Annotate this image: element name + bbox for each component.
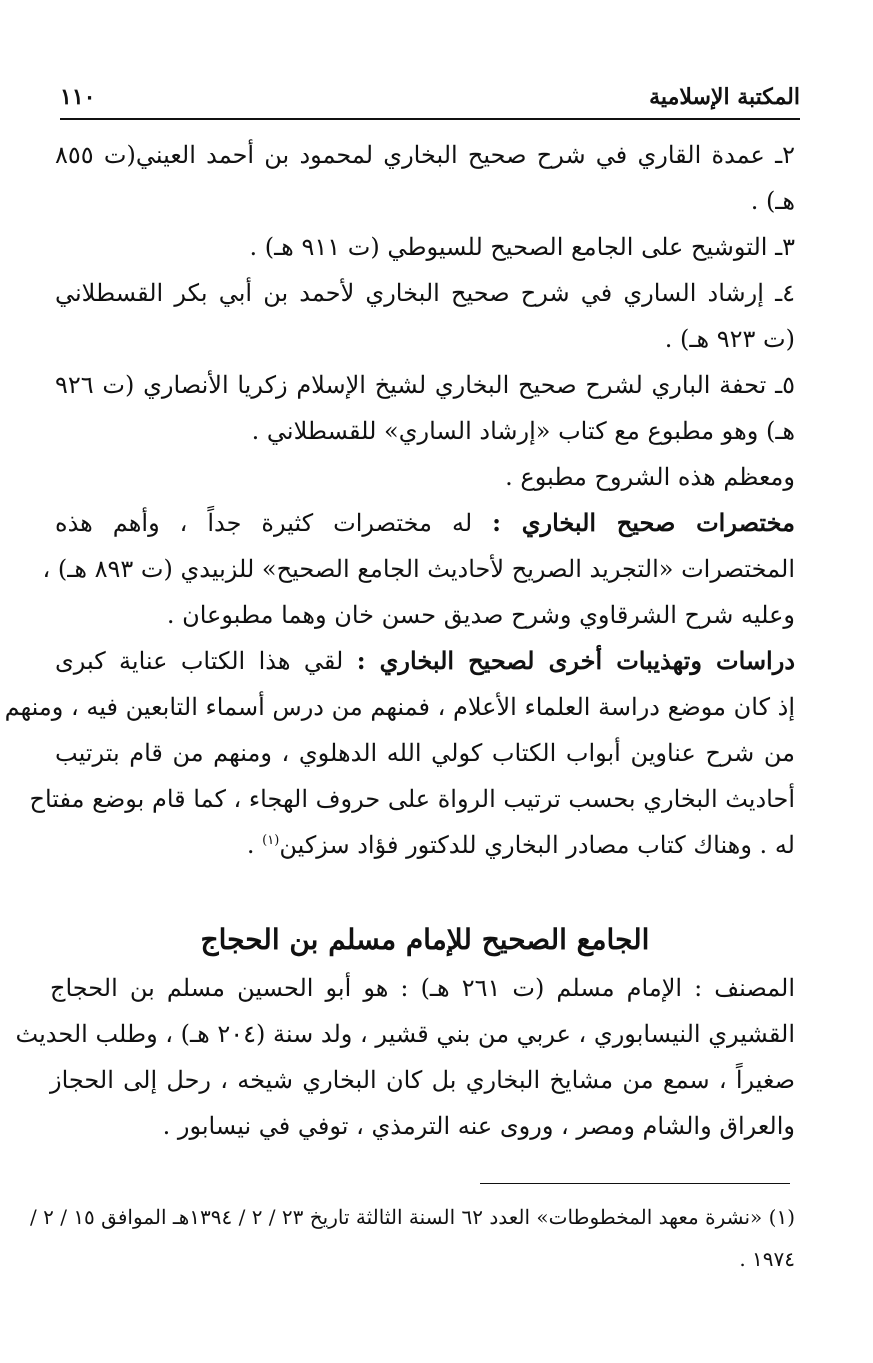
mukhtasarat-label: مختصرات صحيح البخاري :	[492, 508, 795, 537]
list-item-5-line-2: هـ) وهو مطبوع مع كتاب «إرشاد الساري» للقسطلاني .	[251, 417, 795, 445]
page-header	[60, 78, 800, 120]
footnote-marker: (١)	[262, 833, 280, 848]
footnotes	[30, 1196, 795, 1280]
dirasat-label: دراسات وتهذيبات أخرى لصحيح البخاري :	[356, 646, 795, 675]
mukhtasarat-line-2: المختصرات «التجريد الصريح لأحاديث الجامع الصحيح» للزبيدي (ت ٨٩٣ هـ) ،	[42, 555, 795, 583]
dirasat-line-4: أحاديث البخاري بحسب ترتيب الرواة على حروف الهجاء ، كما قام بوضع مفتاح	[29, 785, 795, 813]
commentaries-list	[4, 132, 795, 868]
muslim-line-3: صغيراً ، سمع من مشايخ البخاري بل كان البخاري شيخه ، رحل إلى الحجاز	[50, 1066, 795, 1094]
page-number: ١١٠	[60, 84, 96, 110]
list-item-4-line-2: (ت ٩٢٣ هـ) .	[664, 325, 795, 353]
dirasat-line-5	[55, 822, 795, 868]
list-item-3: ٣ـ التوشيح على الجامع الصحيح للسيوطي (ت ٩١١ هـ) .	[249, 233, 795, 261]
dirasat-line-5-text: له . وهناك كتاب مصادر البخاري للدكتور فؤاد سزكين	[279, 831, 795, 859]
dirasat-line-5-end: .	[246, 831, 263, 859]
mukhtasarat-text: له مختصرات كثيرة جداً ، وأهم هذه	[55, 509, 473, 537]
muslim-line-2: القشيري النيسابوري ، عربي من بني قشير ، ولد سنة (٢٠٤ هـ) ، وطلب الحديث	[15, 1020, 795, 1048]
list-item-2-line-2: هـ) .	[750, 187, 795, 215]
muslim-line-4: والعراق والشام ومصر ، وروى عنه الترمذي ، توفي في نيسابور .	[162, 1112, 795, 1140]
mukhtasarat-line-3: وعليه شرح الشرقاوي وشرح صديق حسن خان وهما مطبوعان .	[166, 601, 795, 629]
dirasat-line-3: من شرح عناوين أبواب الكتاب كولي الله الدهلوي ، ومنهم من قام بترتيب	[55, 739, 795, 767]
mukhtasarat-line-1	[55, 500, 795, 546]
dirasat-text: لقي هذا الكتاب عناية كبرى	[55, 647, 344, 675]
muslim-section	[15, 965, 796, 1149]
footnote-divider	[480, 1183, 790, 1184]
summary-line: ومعظم هذه الشروح مطبوع .	[505, 463, 795, 491]
running-title: المكتبة الإسلامية	[649, 84, 800, 110]
footnote-line-2: ١٩٧٤ .	[739, 1247, 795, 1271]
list-item-2-line-1: ٢ـ عمدة القاري في شرح صحيح البخاري لمحمود بن أحمد العيني(ت ٨٥٥	[55, 141, 795, 169]
list-item-5-line-1: ٥ـ تحفة الباري لشرح صحيح البخاري لشيخ الإسلام زكريا الأنصاري (ت ٩٢٦	[55, 371, 795, 399]
muslim-line-1: المصنف : الإمام مسلم (ت ٢٦١ هـ) : هو أبو الحسين مسلم بن الحجاج	[50, 974, 796, 1002]
footnote-line-1: (١) «نشرة معهد المخطوطات» العدد ٦٢ السنة الثالثة تاريخ ٢٣ / ٢ / ١٣٩٤هـ الموافق ١٥ / ٢ /	[30, 1205, 795, 1229]
list-item-4-line-1: ٤ـ إرشاد الساري في شرح صحيح البخاري لأحمد بن أبي بكر القسطلاني	[55, 279, 795, 307]
dirasat-line-1	[55, 638, 795, 684]
dirasat-line-2: إذ كان موضع دراسة العلماء الأعلام ، فمنهم من درس أسماء التابعين فيه ، ومنهم	[4, 693, 795, 721]
section-heading: الجامع الصحيح للإمام مسلم بن الحجاج	[200, 923, 650, 956]
